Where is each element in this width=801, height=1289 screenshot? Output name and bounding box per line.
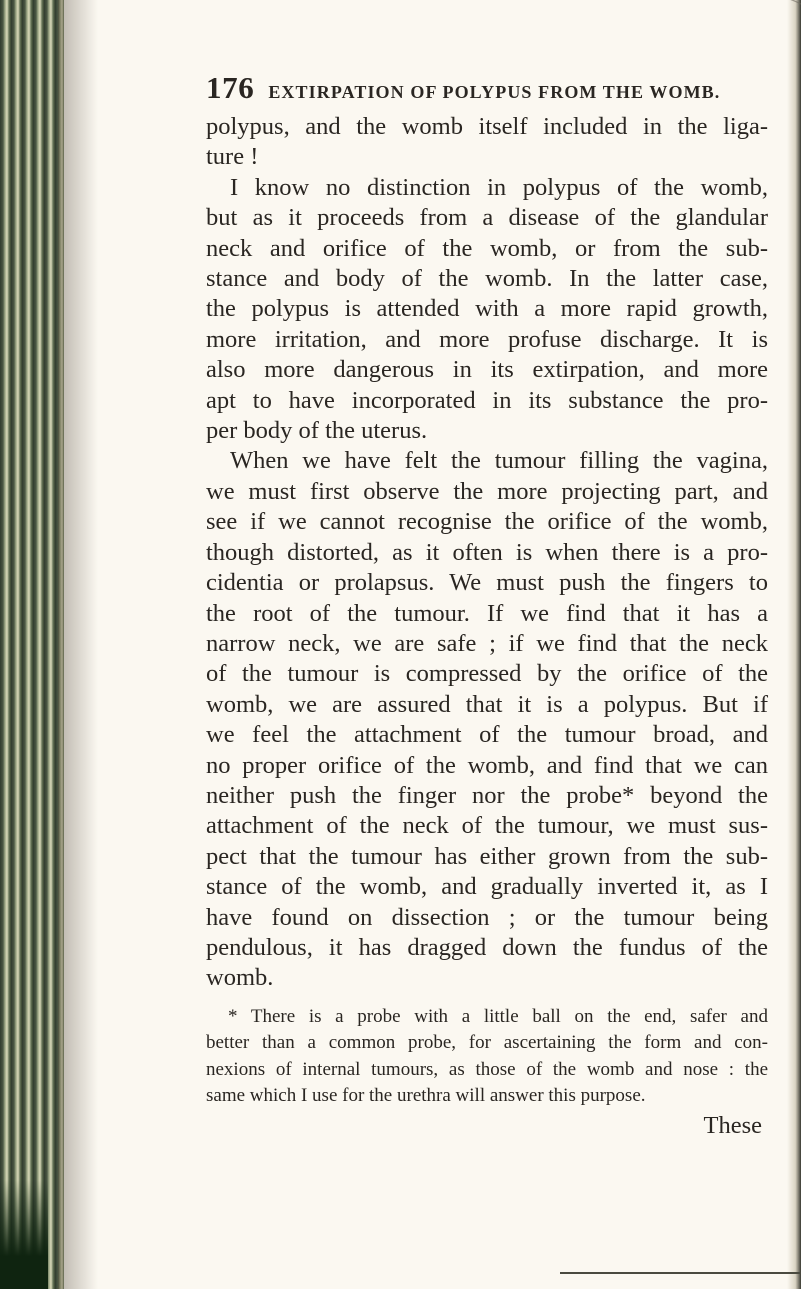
body-line: the root of the tumour. If we find that it has a [206, 599, 768, 627]
body-line: narrow neck, we are safe ; if we find that the neck [206, 629, 768, 657]
body-line: attachment of the neck of the tumour, we must sus- [206, 812, 768, 840]
book-page [206, 70, 768, 1140]
binding-bottom-shade [0, 1180, 48, 1289]
footnote-line: same which I use for the urethra will answer this purpose. [206, 1085, 646, 1107]
body-line: see if we cannot recognise the orifice of the womb, [206, 508, 768, 536]
body-line: also more dangerous in its extirpation, and more [206, 356, 768, 384]
gutter-shadow [58, 0, 98, 1289]
page-right-edge [787, 0, 801, 1289]
body-line: more irritation, and more profuse discharge. It is [206, 325, 768, 353]
footnote-line: nexions of internal tumours, as those of the womb and nose : the [206, 1058, 768, 1080]
page-bottom-edge [560, 1272, 801, 1274]
footnote-line: * There is a probe with a little ball on the end, safer and [228, 1005, 768, 1027]
body-line: no proper orifice of the womb, and find that we can [206, 751, 768, 779]
body-line: pendulous, it has dragged down the fundus of the [206, 933, 768, 961]
footnote [206, 1004, 768, 1110]
body-line: but as it proceeds from a disease of the glandular [206, 204, 768, 232]
page-number: 176 [206, 70, 255, 105]
body-line: we must first observe the more projecting part, and [206, 477, 768, 505]
body-line: cidentia or prolapsus. We must push the fingers to [206, 569, 768, 597]
body-line: neither push the finger nor the probe* beyond the [206, 781, 768, 809]
body-line: womb, we are assured that it is a polypus. But if [206, 690, 768, 718]
body-line: the polypus is attended with a more rapid growth, [206, 295, 768, 323]
body-line: stance and body of the womb. In the latter case, [206, 265, 768, 293]
catchword: These [703, 1111, 762, 1139]
running-head [206, 70, 768, 106]
body-line: we feel the attachment of the tumour broad, and [206, 721, 768, 749]
body-line: stance of the womb, and gradually inverted it, as I [206, 873, 768, 901]
body-line: When we have felt the tumour filling the vagina, [230, 447, 768, 475]
body-line: neck and orifice of the womb, or from the sub- [206, 234, 768, 262]
body-line: have found on dissection ; or the tumour being [206, 903, 768, 931]
body-text [206, 112, 768, 994]
body-line: apt to have incorporated in its substance the pro- [206, 386, 768, 414]
body-line: womb. [206, 964, 274, 992]
footnote-line: better than a common probe, for ascertaining the form and con- [206, 1032, 768, 1054]
book-binding-edge [0, 0, 64, 1289]
body-line: per body of the uterus. [206, 417, 428, 445]
body-line: I know no distinction in polypus of the womb, [230, 173, 768, 201]
body-line: of the tumour is compressed by the orifice of the [206, 660, 768, 688]
body-line: polypus, and the womb itself included in the liga- [206, 113, 768, 140]
body-line: ture ! [206, 143, 259, 171]
body-line: pect that the tumour has either grown from the sub- [206, 842, 768, 870]
page-top-curl [587, 0, 801, 54]
body-line: though distorted, as it often is when there is a pro- [206, 538, 768, 566]
running-title: EXTIRPATION OF POLYPUS FROM THE WOMB. [268, 82, 721, 102]
